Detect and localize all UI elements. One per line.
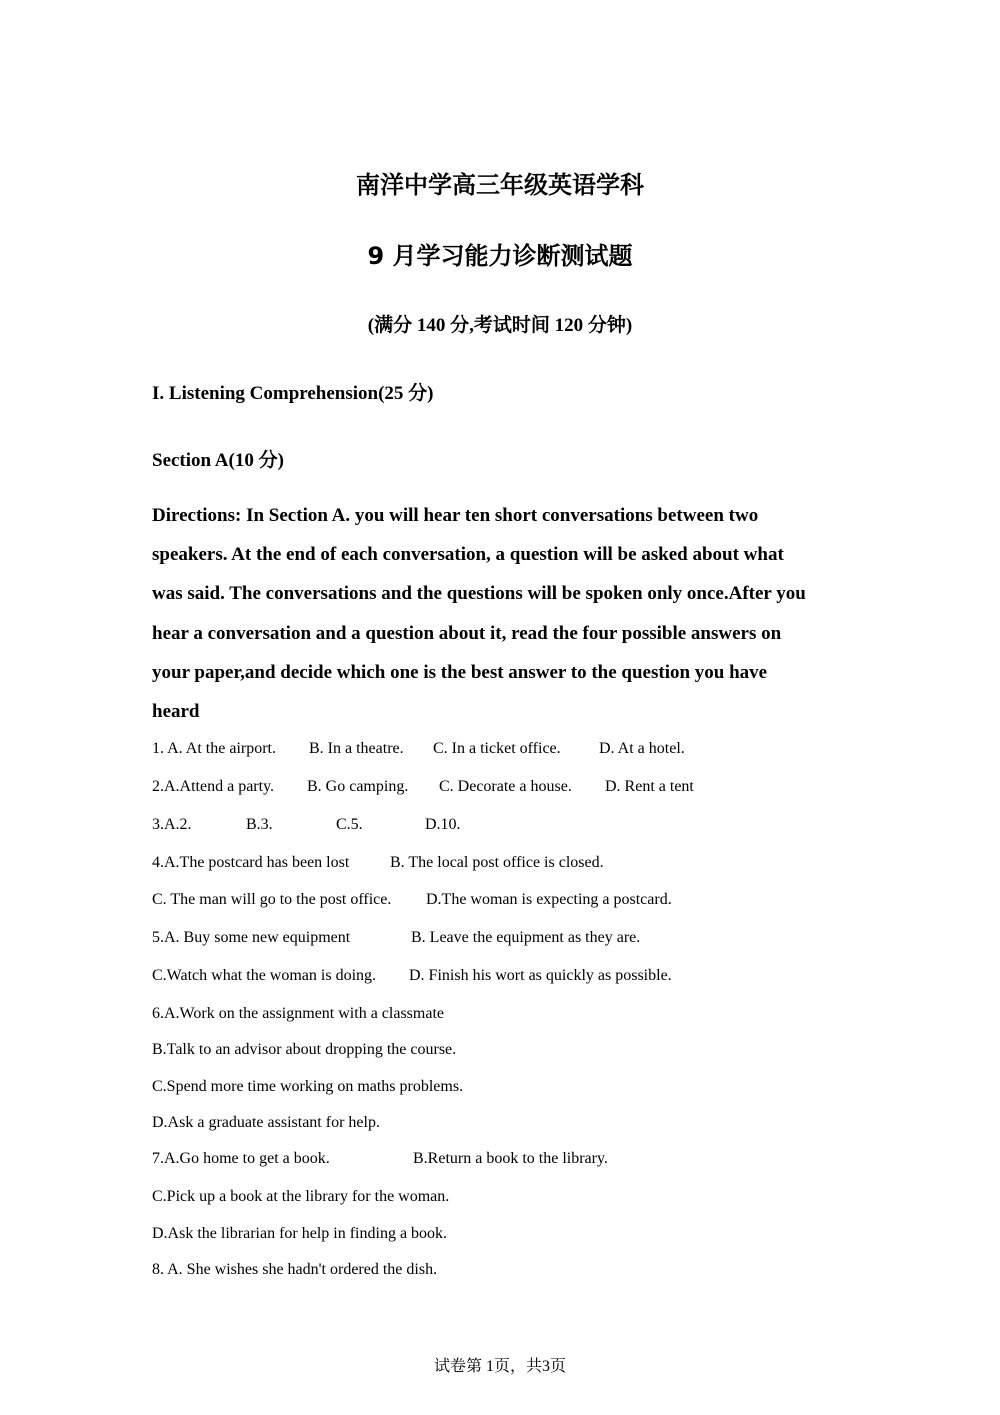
question-5-options-line-1 [152, 927, 640, 949]
directions-line: hear a conversation and a question about it, read the four possible answers on [152, 622, 782, 644]
page-footer: 试卷第 1页，共3页 [433, 1358, 566, 1375]
directions-line: your paper,and decide which one is the best answer to the question you have [152, 661, 768, 683]
question-4-options-line-1 [152, 852, 604, 874]
question-8-option-a: 8. A. She wishes she hadn't ordered the dish. [152, 1261, 438, 1278]
option-d: D.10. [425, 816, 461, 833]
question-6-option-c: C.Spend more time working on maths problems. [152, 1078, 464, 1095]
question-6-option-a: 6.A.Work on the assignment with a classmate [152, 1005, 444, 1022]
part-heading: I. Listening Comprehension(25 分) [152, 383, 434, 404]
option-a: 2.A.Attend a party. [152, 778, 275, 795]
question-6-option-d: D.Ask a graduate assistant for help. [152, 1114, 380, 1131]
question-1-options [152, 738, 685, 760]
question-5-options-line-2 [152, 965, 672, 987]
question-7-option-d: D.Ask the librarian for help in finding a book. [152, 1225, 448, 1242]
option-b: B. Leave the equipment as they are. [411, 929, 641, 946]
option-b: B.Return a book to the library. [413, 1150, 608, 1167]
option-c: C.Watch what the woman is doing. [152, 967, 377, 984]
option-d: D. At a hotel. [599, 740, 685, 757]
option-b: B. The local post office is closed. [390, 854, 604, 871]
question-4-options-line-2 [152, 889, 672, 911]
directions-line: was said. The conversations and the questions will be spoken only once.After you [152, 583, 806, 605]
question-7-options-line-1 [152, 1148, 608, 1170]
option-b: B. Go camping. [307, 778, 409, 795]
question-2-options [152, 776, 694, 798]
directions [152, 496, 852, 731]
option-d: D.The woman is expecting a postcard. [426, 891, 672, 908]
question-3-options [152, 814, 461, 836]
option-a: 1. A. At the airport. [152, 740, 276, 757]
option-c: C. The man will go to the post office. [152, 891, 392, 908]
question-6-option-b: B.Talk to an advisor about dropping the course. [152, 1041, 457, 1058]
option-a: 7.A.Go home to get a book. [152, 1150, 330, 1167]
option-a: 4.A.The postcard has been lost [152, 854, 350, 871]
option-d: D. Rent a tent [605, 778, 694, 795]
directions-line: speakers. At the end of each conversation, a question will be asked about what [152, 544, 784, 566]
option-d: D. Finish his wort as quickly as possible. [409, 967, 672, 984]
option-a: 5.A. Buy some new equipment [152, 929, 351, 946]
exam-subtitle: 9 月学习能力诊断测试题 [367, 242, 633, 270]
exam-score-and-time: (满分 140 分,考试时间 120 分钟) [367, 315, 633, 336]
question-7-option-c: C.Pick up a book at the library for the woman. [152, 1188, 450, 1205]
section-heading: Section A(10 分) [152, 450, 284, 471]
exam-title: 南洋中学高三年级英语学科 [356, 171, 644, 199]
option-c: C.5. [336, 816, 363, 833]
option-b: B. In a theatre. [309, 740, 404, 757]
directions-line: Directions: In Section A. you will hear ten short conversations between two [152, 505, 759, 526]
directions-line: heard [152, 700, 200, 722]
option-a: 3.A.2. [152, 816, 192, 833]
option-c: C. In a ticket office. [433, 740, 561, 757]
option-c: C. Decorate a house. [439, 778, 572, 795]
option-b: B.3. [246, 816, 273, 833]
